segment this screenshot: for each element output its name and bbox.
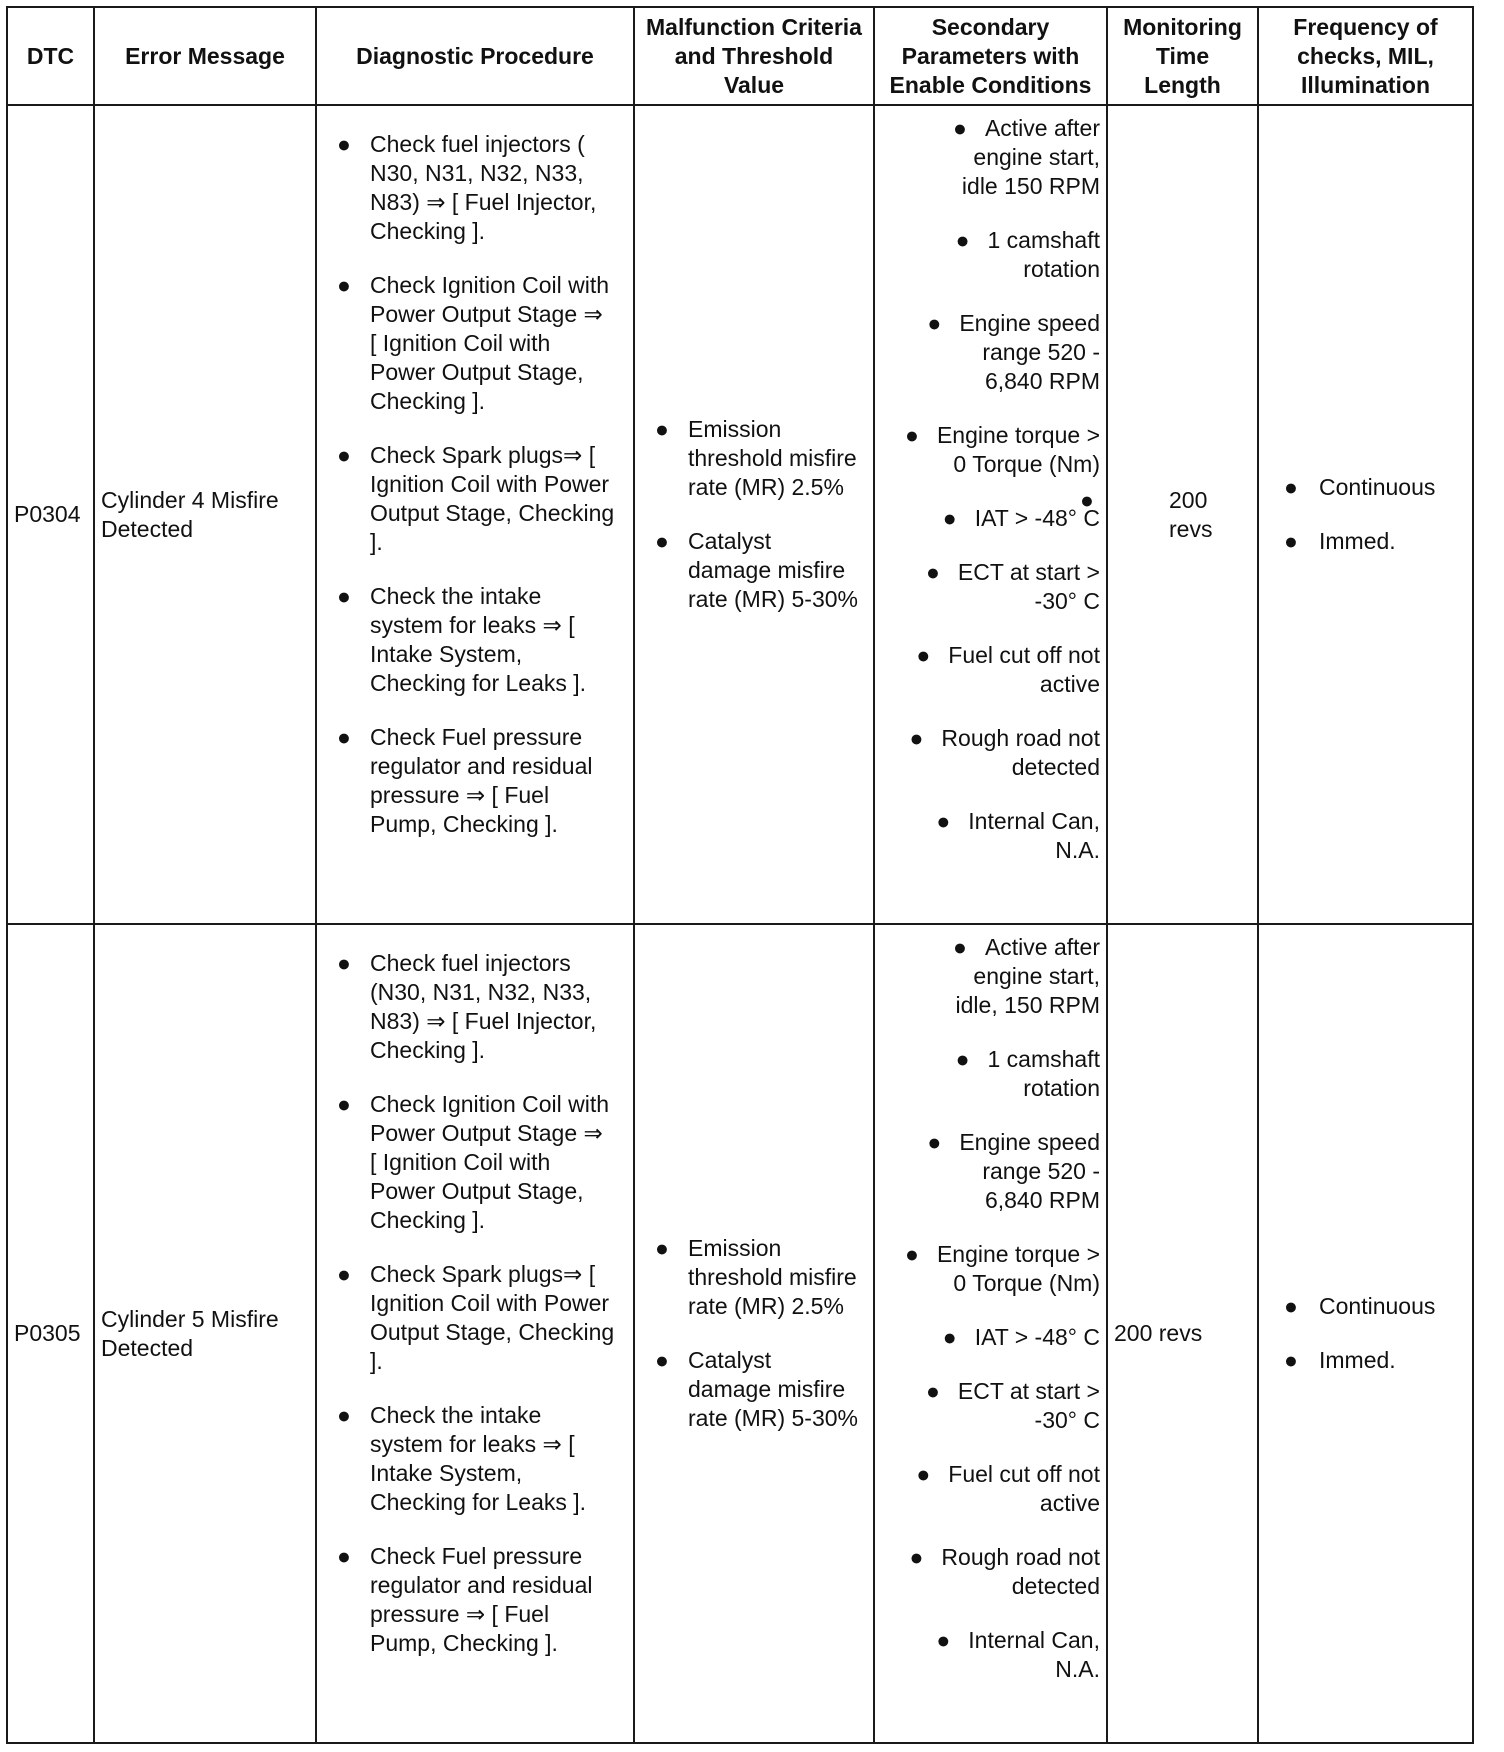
list-item — [881, 558, 1100, 616]
list-item — [655, 415, 867, 502]
bullet-icon: ● — [337, 272, 351, 298]
bullet-icon: ● — [337, 724, 351, 750]
bullet-icon: ● — [1284, 474, 1298, 500]
malfunction-criteria — [634, 105, 874, 924]
list-item-line: N83) ⇒ [ Fuel Injector, — [370, 1008, 597, 1034]
list-item — [881, 641, 1100, 699]
list-item-line: Checking ]. — [370, 1207, 486, 1233]
bullet-icon: ● — [655, 416, 669, 442]
list-item-line: Ignition Coil with Power — [370, 1290, 610, 1316]
dtc-table — [6, 6, 1474, 1744]
list-item-line: N30, N31, N32, N33, — [370, 160, 584, 186]
bullet-icon: ● — [655, 1347, 669, 1373]
list-item-line: Checking ]. — [370, 388, 486, 414]
header-error-message: Error Message — [94, 7, 316, 105]
bullet-icon: ● — [909, 725, 924, 751]
monitoring-time — [1080, 105, 1258, 924]
list-item-line: 0 Torque (Nm) — [953, 451, 1100, 477]
header-secondary: Secondary Parameters with Enable Conditions — [874, 7, 1107, 105]
bullet-icon: ● — [942, 1324, 957, 1350]
list-item-line: Ignition Coil with Power — [370, 471, 610, 497]
list-item — [881, 309, 1100, 396]
list-item-line: ● Rough road not — [909, 725, 1100, 751]
list-item — [881, 724, 1100, 782]
bullet-icon: ● — [916, 1461, 931, 1487]
list-item — [881, 1045, 1100, 1103]
table-row — [7, 924, 1473, 1743]
secondary-parameters — [874, 924, 1107, 1743]
frequency-checks — [1258, 105, 1473, 924]
malfunction-criteria — [634, 924, 874, 1743]
list-item-line: active — [1039, 671, 1100, 697]
list-item-line: threshold misfire — [688, 445, 857, 471]
list-item-line: Check the intake — [370, 583, 542, 609]
bullet-icon: ● — [1284, 1347, 1298, 1373]
list-item-line: ]. — [370, 1348, 383, 1374]
list-item-line: rate (MR) 2.5% — [688, 474, 844, 500]
list-item — [337, 1260, 629, 1376]
dtc-code: P0305 — [7, 924, 94, 1743]
list-item-line: ● Fuel cut off not — [916, 1461, 1100, 1487]
list-item-line: Check the intake — [370, 1402, 542, 1428]
bullet-icon: ● — [925, 559, 940, 585]
list-item-line: Power Output Stage ⇒ — [370, 301, 603, 327]
list-item — [655, 1234, 867, 1321]
bullet-icon: ● — [942, 505, 957, 531]
list-item — [1284, 1292, 1472, 1321]
bullet-icon: ● — [337, 1091, 351, 1117]
list-item-line: engine start, — [973, 963, 1100, 989]
bullet-icon: ● — [655, 1235, 669, 1261]
list-item-line: Emission — [688, 1235, 782, 1261]
list-item-line: regulator and residual — [370, 1572, 593, 1598]
list-item-line: [ Ignition Coil with — [370, 330, 551, 356]
list-item — [881, 933, 1100, 1020]
bullet-icon: ● — [337, 442, 351, 468]
list-item — [337, 271, 629, 416]
header-monitoring: Monitoring Time Length — [1107, 7, 1258, 105]
list-item-line: Intake System, — [370, 1460, 523, 1486]
monitoring-time: 200 revs — [1107, 924, 1258, 1743]
list-item-line: ● Rough road not — [909, 1544, 1100, 1570]
list-item-line: ● Active after — [953, 934, 1100, 960]
list-item-line: Power Output Stage ⇒ — [370, 1120, 603, 1146]
list-item-line: (N30, N31, N32, N33, — [370, 979, 592, 1005]
list-item-line: Intake System, — [370, 641, 523, 667]
list-item-line: ● Active after — [953, 115, 1100, 141]
list-item — [1284, 527, 1472, 556]
list-item — [337, 582, 629, 698]
list-item — [655, 1346, 867, 1433]
list-item — [881, 114, 1100, 201]
list-item — [881, 1240, 1100, 1298]
list-item-line: pressure ⇒ [ Fuel — [370, 1601, 550, 1627]
bullet-icon: ● — [1080, 486, 1094, 513]
list-item-line: damage misfire — [688, 557, 846, 583]
bullet-icon: ● — [337, 1543, 351, 1569]
list-item-line: system for leaks ⇒ [ — [370, 1431, 575, 1457]
bullet-icon: ● — [927, 1129, 942, 1155]
list-item — [881, 1377, 1100, 1435]
list-item-line: N.A. — [1055, 1656, 1100, 1682]
list-item-line: Checking for Leaks ]. — [370, 670, 587, 696]
list-item-line: rate (MR) 2.5% — [688, 1293, 844, 1319]
list-item-line: Check Ignition Coil with — [370, 272, 610, 298]
list-item-line: engine start, — [973, 144, 1100, 170]
list-item-line: ● Fuel cut off not — [916, 642, 1100, 668]
list-item: ● 200 revs — [1080, 486, 1213, 542]
list-item — [881, 1543, 1100, 1601]
list-item-line: ● ECT at start > — [925, 1378, 1100, 1404]
bullet-icon: ● — [905, 1241, 919, 1267]
list-item-line: Check fuel injectors ( — [370, 131, 585, 157]
bullet-icon: ● — [953, 115, 967, 141]
bullet-icon: ● — [936, 1627, 951, 1653]
list-item-line: detected — [1011, 1573, 1100, 1599]
list-item-line: Output Stage, Checking — [370, 1319, 615, 1345]
list-item-line: Checking ]. — [370, 1037, 486, 1063]
diagnostic-procedure — [316, 924, 634, 1743]
header-dtc: DTC — [7, 7, 94, 105]
list-item-line: N83) ⇒ [ Fuel Injector, — [370, 189, 597, 215]
list-item-line: Checking for Leaks ]. — [370, 1489, 587, 1515]
bullet-icon: ● — [337, 950, 351, 976]
list-item-line: rate (MR) 5-30% — [688, 586, 858, 612]
list-item-line: active — [1039, 1490, 1100, 1516]
bullet-icon: ● — [905, 422, 919, 448]
list-item — [337, 130, 629, 246]
bullet-icon: ● — [925, 1378, 940, 1404]
list-item-line: ]. — [370, 529, 383, 555]
dtc-code: P0304 — [7, 105, 94, 924]
list-item — [337, 441, 629, 557]
list-item — [881, 1460, 1100, 1518]
bullet-icon: ● — [655, 528, 669, 554]
list-item-line: damage misfire — [688, 1376, 846, 1402]
list-item-line: ● IAT > -48° C — [942, 1324, 1100, 1350]
list-item-line: ● Engine torque > — [905, 422, 1100, 448]
list-item-line: ● Internal Can, — [936, 808, 1100, 834]
bullet-icon: ● — [337, 1402, 351, 1428]
list-item-line: N.A. — [1055, 837, 1100, 863]
list-item — [881, 807, 1100, 865]
list-item — [337, 723, 629, 839]
list-item — [1284, 473, 1472, 502]
list-item-line: 0 Torque (Nm) — [953, 1270, 1100, 1296]
list-item-line: Checking ]. — [370, 218, 486, 244]
list-item-line: rate (MR) 5-30% — [688, 1405, 858, 1431]
header-diagnostic-procedure: Diagnostic Procedure — [316, 7, 634, 105]
bullet-icon: ● — [953, 934, 967, 960]
list-item-line: range 520 - — [982, 1158, 1100, 1184]
list-item — [655, 527, 867, 614]
bullet-icon: ● — [337, 583, 351, 609]
list-item-line: rotation — [1023, 256, 1100, 282]
list-item-line: Pump, Checking ]. — [370, 811, 558, 837]
bullet-icon: ● — [337, 131, 351, 157]
secondary-parameters — [874, 105, 1107, 924]
list-item-text: Continuous — [1319, 474, 1436, 500]
list-item-line: -30° C — [1034, 1407, 1100, 1433]
list-item — [881, 1323, 1100, 1352]
list-item-line: ● 1 camshaft — [955, 1046, 1100, 1072]
list-item-line: -30° C — [1034, 588, 1100, 614]
list-item-line: Output Stage, Checking — [370, 500, 615, 526]
list-item-text: Immed. — [1319, 1347, 1396, 1373]
list-item-line: ● 1 camshaft — [955, 227, 1100, 253]
list-item-line: Pump, Checking ]. — [370, 1630, 558, 1656]
list-item-line: Check Spark plugs⇒ [ — [370, 1261, 596, 1287]
list-item-line: ● Engine torque > — [905, 1241, 1100, 1267]
list-item-line: Power Output Stage, — [370, 359, 584, 385]
bullet-icon: ● — [1284, 1293, 1298, 1319]
bullet-icon: ● — [927, 310, 942, 336]
list-item-line: [ Ignition Coil with — [370, 1149, 551, 1175]
list-item-line: Catalyst — [688, 528, 772, 554]
list-item — [881, 421, 1100, 479]
list-item-line: Emission — [688, 416, 782, 442]
list-item-line: ● Engine speed — [927, 310, 1100, 336]
list-item-line: detected — [1011, 754, 1100, 780]
list-item — [337, 949, 629, 1065]
list-item-line: ● Engine speed — [927, 1129, 1100, 1155]
list-item-line: range 520 - — [982, 339, 1100, 365]
list-item-line: Catalyst — [688, 1347, 772, 1373]
bullet-icon: ● — [955, 1046, 970, 1072]
header-frequency: Frequency of checks, MIL, Illumination — [1258, 7, 1473, 105]
header-malfunction: Malfunction Criteria and Threshold Value — [634, 7, 874, 105]
list-item — [337, 1542, 629, 1658]
list-item-line: pressure ⇒ [ Fuel — [370, 782, 550, 808]
bullet-icon: ● — [909, 1544, 924, 1570]
header-row — [7, 7, 1473, 105]
list-item-line: rotation — [1023, 1075, 1100, 1101]
bullet-icon: ● — [955, 227, 970, 253]
list-item-text: Immed. — [1319, 528, 1396, 554]
list-item-line: threshold misfire — [688, 1264, 857, 1290]
list-item — [337, 1090, 629, 1235]
list-item-line: 6,840 RPM — [984, 368, 1100, 394]
error-message: Cylinder 4 Misfire Detected — [94, 105, 316, 924]
list-item — [337, 1401, 629, 1517]
table-row — [7, 105, 1473, 924]
list-item-line: Check Fuel pressure — [370, 1543, 583, 1569]
list-item-line: system for leaks ⇒ [ — [370, 612, 575, 638]
list-item-line: Power Output Stage, — [370, 1178, 584, 1204]
list-item-line: Check Fuel pressure — [370, 724, 583, 750]
list-item-line: Check Ignition Coil with — [370, 1091, 610, 1117]
list-item-line: 6,840 RPM — [984, 1187, 1100, 1213]
list-item-line: regulator and residual — [370, 753, 593, 779]
list-item-line: idle 150 RPM — [961, 173, 1100, 199]
list-item — [881, 226, 1100, 284]
list-item-line: Check Spark plugs⇒ [ — [370, 442, 596, 468]
list-item-line: ● IAT > -48° C — [942, 505, 1100, 531]
list-item — [1284, 1346, 1472, 1375]
diagnostic-procedure — [316, 105, 634, 924]
list-item — [881, 1128, 1100, 1215]
list-item — [881, 1626, 1100, 1684]
list-item-line: idle, 150 RPM — [955, 992, 1100, 1018]
list-item-line: ● ECT at start > — [925, 559, 1100, 585]
bullet-icon: ● — [337, 1261, 351, 1287]
list-item-line: ● Internal Can, — [936, 1627, 1100, 1653]
bullet-icon: ● — [936, 808, 951, 834]
list-item-line: Check fuel injectors — [370, 950, 571, 976]
bullet-icon: ● — [916, 642, 931, 668]
list-item — [881, 504, 1100, 533]
bullet-icon: ● — [1284, 528, 1298, 554]
error-message: Cylinder 5 Misfire Detected — [94, 924, 316, 1743]
list-item-text: Continuous — [1319, 1293, 1436, 1319]
frequency-checks — [1258, 924, 1473, 1743]
